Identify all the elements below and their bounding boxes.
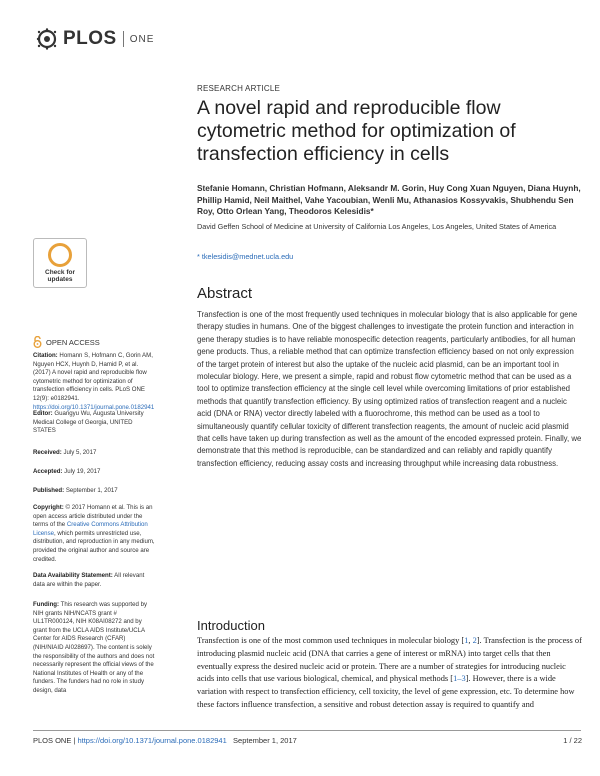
citation-text: Homann S, Hofmann C, Gorin AM, Nguyen HCX, Huynh D, Hamid P, et al. (2017) A novel rapid and reproducible flow cytometric method for optimization of transfection efficiency in cells. PLoS ONE 12(9): e0182941. — [33, 352, 153, 402]
introduction-heading: Introduction — [197, 618, 265, 633]
open-lock-icon — [33, 336, 42, 348]
published-text: September 1, 2017 — [64, 487, 118, 494]
page-footer — [33, 736, 297, 745]
editor-label: Editor: — [33, 410, 53, 417]
received-label: Received: — [33, 449, 62, 456]
ref-link-1-3[interactable]: 1–3 — [453, 674, 466, 684]
check-updates-line1: Check for — [45, 268, 75, 276]
page-number: 1 / 22 — [563, 736, 582, 745]
copyright-text-1: © 2017 Homann et al. This is an open access article distributed under the terms of the — [33, 504, 153, 529]
intro-p3: ]. However, there is a wide variation with respect to transfection efficiency, cell toxicity, the level of gene expression, etc. To determine how these factors influence transfection, a sensitive and robust detection assay is required to quantify and — [197, 674, 575, 709]
journal-logo[interactable] — [36, 28, 154, 50]
accepted-text: July 19, 2017 — [62, 468, 101, 475]
accepted-block — [33, 468, 157, 477]
abstract-text: Transfection is one of the most frequently used techniques in molecular biology that is also applicable for gene therapy studies in humans. One of the biggest challenges to investigate the protein function and interaction in gene therapy studies is to have reliable monospecific detection reagents, particularly antibodies, for all human gene products. Thus, a reliable method that can optimize transfection efficiency based on not only expression of the target protein of interest but also the uptake of the nucleic acid plasmid, can be an important tool in molecular biology. Here, we present a simple, rapid and robust flow cytometric method that can be used as a tool to optimize transfection efficiency at the single cell level while overcoming limitations of prior established methods that quantify transfection efficiency. By using optimized ratios of transfection reagent and a nucleic acid (DNA or RNA) vector directly labeled with a fluorochrome, this method can be used as a tool to simultaneously quantify cellular toxicity of different transfection reagents, the amount of nucleic acid plasmid that cells have taken up during transfection as well as the amount of the encoded expressed protein. Finally, we demonstrate that this method is reproducible, can be standardized and can reliably and rapidly quantify transfection efficiency, reducing assay costs and increasing throughput while increasing data robustness. — [197, 310, 582, 468]
received-block — [33, 449, 157, 458]
article-type: RESEARCH ARTICLE — [197, 84, 281, 93]
funding-label: Funding: — [33, 601, 60, 608]
plos-logo-icon — [36, 28, 60, 50]
editor-text: Guangyu Wu, Augusta University Medical College of Georgia, UNITED STATES — [33, 410, 144, 435]
editor-block — [33, 410, 157, 436]
check-updates-badge — [33, 238, 87, 288]
abstract-heading: Abstract — [197, 285, 253, 302]
ref-link-1[interactable]: 1 — [464, 636, 469, 645]
data-availability-label: Data Availability Statement: — [33, 572, 113, 579]
citation-block — [33, 352, 157, 412]
intro-p2: ]. Transfection is the process of introducing plasmid nucleic acid (DNA that carries a gene of interest or mRNA) into target cells that then eventually express the desired nucleic acid or protein. There are a number of strategies for introducing nucleic acids into cells that use various biological, chemical, and physical methods [ — [197, 636, 582, 684]
copyright-label: Copyright: — [33, 504, 64, 511]
ref-link-2[interactable]: 2 — [472, 636, 477, 645]
accepted-label: Accepted: — [33, 468, 63, 475]
logo-one-text: ONE — [129, 33, 155, 45]
corresponding-email[interactable] — [197, 252, 293, 261]
author-list: Stefanie Homann, Christian Hofmann, Aleksandr M. Gorin, Huy Cong Xuan Nguyen, Diana Huynh, Phillip Hamid, Neil Maithel, Vahe Yacoubian, Wenli Mu, Athanasios Kossyvakis, Shubhendu Sen Roy, Otto Orlean Yang, Theodoros Kelesidis* — [197, 183, 581, 216]
published-label: Published: — [33, 487, 65, 494]
citation-doi-link[interactable]: https://doi.org/10.1371/journal.pone.0182941 — [33, 403, 155, 411]
data-availability-block — [33, 572, 157, 589]
article-title: A novel rapid and reproducible flow cytometric method for optimization of transfection efficiency in cells — [197, 97, 516, 165]
data-availability-text: All relevant data are within the paper. — [33, 572, 145, 588]
affiliation: David Geffen School of Medicine at University of California Los Angeles, Los Angeles, United States of America — [197, 222, 557, 231]
received-text: July 5, 2017 — [61, 449, 97, 456]
check-updates-line2: updates — [47, 276, 73, 283]
introduction-text — [197, 635, 582, 712]
footer-doi-link[interactable]: https://doi.org/10.1371/journal.pone.0182941 — [77, 736, 227, 745]
check-for-updates-button[interactable] — [33, 238, 85, 290]
intro-sep: , — [468, 636, 473, 645]
email-link[interactable]: * tkelesidis@mednet.ucla.edu — [197, 252, 294, 261]
footer-divider — [33, 730, 581, 731]
copyright-block — [33, 504, 157, 564]
logo-plos-text: PLOS — [63, 28, 117, 49]
citation-label: Citation: — [33, 352, 58, 359]
published-block — [33, 487, 157, 496]
funding-text: This research was supported by NIH grants NIH/NCATS grant # UL1TR000124, NIH K08AI08272 and by grant from the UCLA AIDS Institute/UCLA Center for AIDS Research (CFAR) (NIH/NIAID AI028697). The content is solely the responsibility of the authors and does not necessarily represent the official views of the National Institutes of Health or any of the funders. The funders had no role in study design, data — [33, 601, 155, 694]
funding-block — [33, 601, 157, 696]
check-updates-icon — [48, 243, 72, 267]
open-access-badge — [33, 336, 100, 348]
copyright-text-2: , which permits unrestricted use, distribution, and reproduction in any medium, provided the original author and source are credited. — [33, 529, 155, 563]
license-link[interactable]: Creative Commons Attribution License — [33, 521, 148, 537]
intro-p1: Transfection is one of the most common used techniques in molecular biology [ — [197, 636, 465, 645]
footer-journal: PLOS ONE | — [33, 736, 78, 745]
footer-date: September 1, 2017 — [226, 736, 297, 745]
open-access-label: OPEN ACCESS — [46, 337, 100, 347]
logo-divider — [123, 31, 124, 47]
